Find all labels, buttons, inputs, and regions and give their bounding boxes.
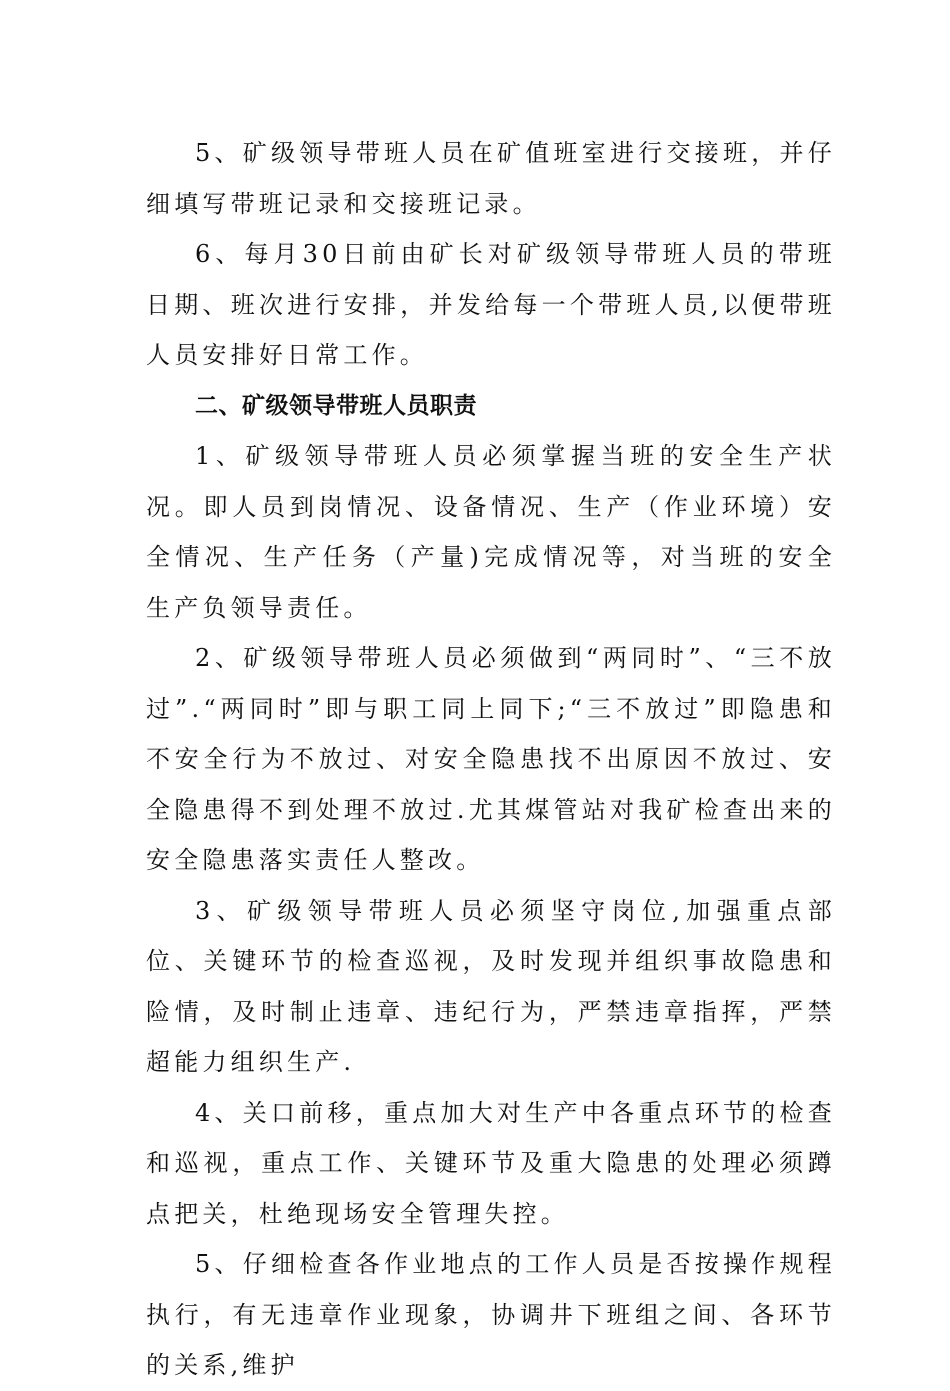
paragraph-duty-2: 2、矿级领导带班人员必须做到“两同时”、“三不放过”.“两同时”即与职工同上同下;“三不放过”即隐患和不安全行为不放过、对安全隐患找不出原因不放过、安全隐患得不到处理不放过.尤其煤管站对我矿检查出来的安全隐患落实责任人整改。 (146, 644, 836, 874)
document-body (146, 128, 836, 1391)
paragraph-monthly-schedule: 6、每月30日前由矿长对矿级领导带班人员的带班日期、班次进行安排，并发给每一个带班人员,以便带班人员安排好日常工作。 (146, 240, 836, 369)
paragraph-duty-3: 3、矿级领导带班人员必须坚守岗位,加强重点部位、关键环节的检查巡视，及时发现并组织事故隐患和险情，及时制止违章、违纪行为，严禁违章指挥，严禁超能力组织生产. (146, 896, 836, 1076)
paragraph-handover: 5、矿级领导带班人员在矿值班室进行交接班，并仔细填写带班记录和交接班记录。 (146, 139, 836, 218)
paragraph-duty-1: 1、矿级领导带班人员必须掌握当班的安全生产状况。即人员到岗情况、设备情况、生产（作业环境）安全情况、生产任务（产量)完成情况等，对当班的安全生产负领导责任。 (146, 442, 836, 622)
paragraph-duty-4: 4、关口前移，重点加大对生产中各重点环节的检查和巡视，重点工作、关键环节及重大隐患的处理必须蹲点把关，杜绝现场安全管理失控。 (146, 1098, 836, 1228)
section-heading-duties: 二、矿级领导带班人员职责 (195, 392, 477, 419)
paragraph-duty-5: 5、仔细检查各作业地点的工作人员是否按操作规程执行，有无违章作业现象，协调井下班组之间、各环节的关系,维护 (146, 1250, 836, 1379)
